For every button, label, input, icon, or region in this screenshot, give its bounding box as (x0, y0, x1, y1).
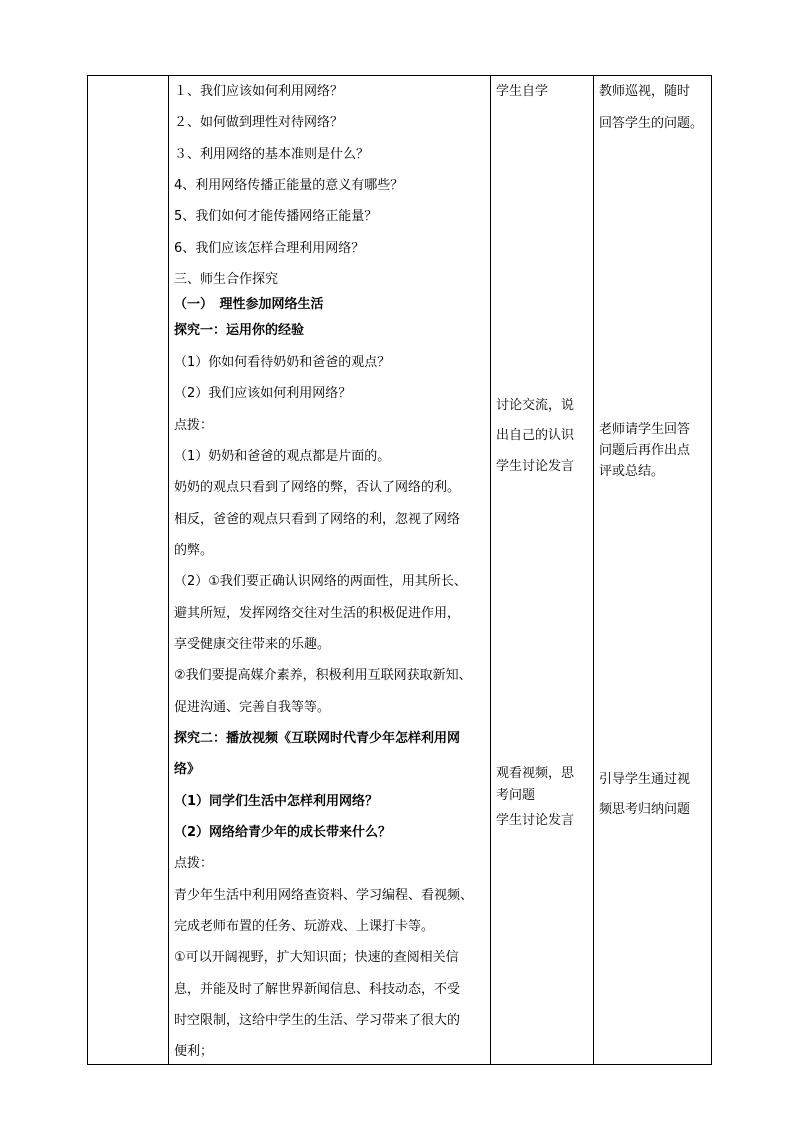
student-self-study: 学生自学 (496, 84, 549, 99)
hint1-line-5: （2）①我们要正确认识网络的两面性，用其所长、 (174, 574, 467, 589)
teacher-summary-line-1: 老师请学生回答 (599, 422, 691, 437)
hint1-line-9: 促进沟通、完善自我等等。 (174, 700, 331, 715)
part1-title: （一） 理性参加网络生活 (174, 297, 324, 312)
inquiry2-title-line-2: 络》 (174, 762, 201, 777)
student-activity-cell (491, 76, 594, 1065)
hint2-line-6: 便利； (174, 1044, 214, 1059)
hint2-line-5: 时空限制，这给中学生的生活、学习带来了很大的 (174, 1013, 461, 1028)
teaching-content-cell (169, 76, 491, 1065)
teacher-patrol-line-2: 回答学生的问题。 (599, 116, 704, 131)
inquiry2-title-line-1: 探究二：播放视频《互联网时代青少年怎样利用网 (174, 731, 461, 746)
inquiry1-title: 探究一：运用你的经验 (174, 323, 305, 338)
hint1-line-8: ②我们要提高媒介素养，积极利用互联网获取新知、 (174, 668, 472, 683)
empty-cell (88, 76, 169, 1065)
teacher-guide-line-1: 引导学生通过视 (599, 772, 691, 787)
teacher-summary-line-3: 评或总结。 (599, 464, 665, 479)
hint2-line-4: 息，并能及时了解世界新闻信息、科技动态，不受 (174, 982, 461, 997)
hint2-line-1: 青少年生活中利用网络查资料、学习编程、看视频、 (174, 888, 474, 903)
inquiry1-question-1: （1）你如何看待奶奶和爸爸的观点？ (174, 355, 391, 370)
student-discussion-line-3: 学生讨论发言 (496, 459, 575, 474)
question-5: 5、我们如何才能传播网络正能量？ (174, 209, 378, 224)
hint2-line-3: ①可以开阔视野，扩大知识面；快速的查阅相关信 (174, 950, 459, 965)
hint1-line-3: 相反，爸爸的观点只看到了网络的利，忽视了网络 (174, 512, 461, 527)
inquiry2-question-1: （1）同学们生活中怎样利用网络？ (174, 794, 379, 809)
inquiry2-question-2: （2）网络给青少年的成长带来什么？ (174, 825, 392, 840)
student-discussion-line-1: 讨论交流，说 (496, 398, 575, 413)
hint-label-2: 点拨： (174, 856, 214, 871)
hint1-line-4: 的弊。 (174, 543, 214, 558)
student-video-line-2: 考问题 (496, 788, 536, 803)
teacher-activity-cell (594, 76, 712, 1065)
question-4: 4、利用网络传播正能量的意义有哪些？ (174, 178, 404, 193)
teacher-patrol-line-1: 教师巡视，随时 (599, 84, 691, 99)
student-video-line-1: 观看视频，思 (496, 766, 575, 781)
inquiry1-question-2: （2）我们应该如何利用网络？ (174, 386, 352, 401)
teacher-guide-line-2: 频思考归纳问题 (599, 802, 691, 817)
hint1-line-6: 避其所短，发挥网络交往对生活的积极促进作用， (174, 606, 461, 621)
lesson-plan-table (87, 75, 712, 1065)
question-6: 6、我们应该怎样合理利用网络？ (174, 241, 365, 256)
hint1-line-7: 享受健康交往带来的乐趣。 (174, 637, 331, 652)
hint1-line-2: 奶奶的观点只看到了网络的弊，否认了网络的利。 (174, 480, 461, 495)
question-1: １、我们应该如何利用网络？ (174, 84, 344, 99)
table-row (88, 76, 712, 1065)
student-video-line-3: 学生讨论发言 (496, 813, 575, 828)
hint-label-1: 点拨： (174, 418, 214, 433)
section-title: 三、师生合作探究 (174, 272, 279, 287)
hint1-line-1: （1）奶奶和爸爸的观点都是片面的。 (174, 449, 391, 464)
question-2: ２、如何做到理性对待网络？ (174, 115, 344, 130)
teacher-summary-line-2: 问题后再作出点 (599, 443, 691, 458)
student-discussion-line-2: 出自己的认识 (496, 428, 575, 443)
question-3: ３、利用网络的基本准则是什么？ (174, 147, 370, 162)
hint2-line-2: 完成老师布置的任务、玩游戏、上课打卡等。 (174, 919, 435, 934)
